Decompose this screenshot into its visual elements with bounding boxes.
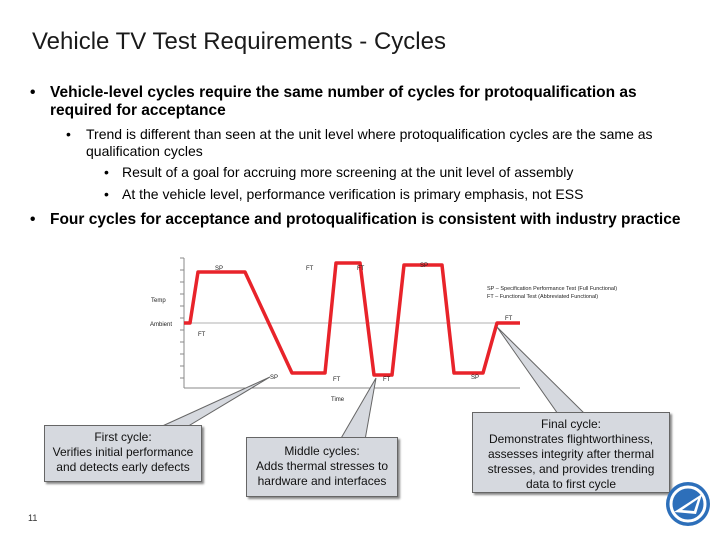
middle-callout-line-2: Adds thermal stresses to xyxy=(255,459,389,473)
x-axis-label: Time xyxy=(331,397,345,403)
marker-bottom-ft-2: FT xyxy=(383,377,391,383)
final-callout-line-3: assesses integrity after thermal xyxy=(487,447,655,461)
bullet-dot: • xyxy=(30,211,36,228)
final-callout-line-1: Final cycle: xyxy=(540,417,602,431)
middle-callout-pointer xyxy=(340,378,376,440)
marker-bottom-sp-2: SP xyxy=(471,375,480,381)
first-callout-line-2: Verifies initial performance xyxy=(52,445,194,459)
bullet-dot: • xyxy=(66,126,71,142)
bullet-dot: • xyxy=(30,84,36,101)
marker-top-sp-1: SP xyxy=(215,266,224,272)
y-axis-label: Temp xyxy=(151,298,166,304)
bullet-1-sub-1-a-text: Result of a goal for accruing more screening at the unit level of assembly xyxy=(122,164,574,180)
bullet-dot: • xyxy=(104,186,109,202)
final-callout-line-2: Demonstrates flightworthiness, xyxy=(488,432,654,446)
final-callout-pointer xyxy=(497,327,585,414)
bullet-dot: • xyxy=(104,164,109,180)
final-callout-line-5: data to first cycle xyxy=(525,477,617,491)
marker-top-ft-1: FT xyxy=(306,266,314,272)
marker-ambient-ft-left: FT xyxy=(198,332,206,338)
bullet-1-text: Vehicle-level cycles require the same number of cycles for protoqualification as required for acceptance xyxy=(50,84,637,119)
temperature-profile-line xyxy=(184,263,520,375)
marker-top-ft-2: FT xyxy=(357,266,365,272)
middle-cycles-callout xyxy=(246,437,398,497)
middle-callout-line-3: hardware and interfaces xyxy=(257,474,387,488)
legend-ft: FT – Functional Test (Abbreviated Functional) xyxy=(487,294,599,300)
ambient-label: Ambient xyxy=(150,322,173,328)
bullet-2-text: Four cycles for acceptance and protoqualification is consistent with industry practice xyxy=(50,211,681,228)
first-callout-line-3: and detects early defects xyxy=(56,460,190,474)
page-number: 11 xyxy=(28,513,38,523)
bullet-1-sub-1-text: Trend is different than seen at the unit level where protoqualification cycles are the same as qualification cycles xyxy=(86,126,653,159)
first-cycle-callout xyxy=(44,425,202,482)
slide-title: Vehicle TV Test Requirements - Cycles xyxy=(32,28,446,55)
aerospace-logo-icon xyxy=(664,480,712,528)
y-axis-ticks xyxy=(180,258,184,378)
final-cycle-callout xyxy=(472,412,670,493)
first-callout-line-1: First cycle: xyxy=(94,430,152,444)
marker-top-sp-2: SP xyxy=(420,263,429,269)
legend-sp: SP – Specification Performance Test (Full Functional) xyxy=(487,286,618,292)
marker-ambient-ft-right: FT xyxy=(505,316,513,322)
final-callout-line-4: stresses, and provides trending xyxy=(487,462,655,476)
bullet-1-sub-1-b-text: At the vehicle level, performance verification is primary emphasis, not ESS xyxy=(122,186,584,202)
first-callout-pointer xyxy=(158,377,270,428)
marker-bottom-sp-1: SP xyxy=(270,375,279,381)
middle-callout-line-1: Middle cycles: xyxy=(284,444,360,458)
marker-bottom-ft-1: FT xyxy=(333,377,341,383)
